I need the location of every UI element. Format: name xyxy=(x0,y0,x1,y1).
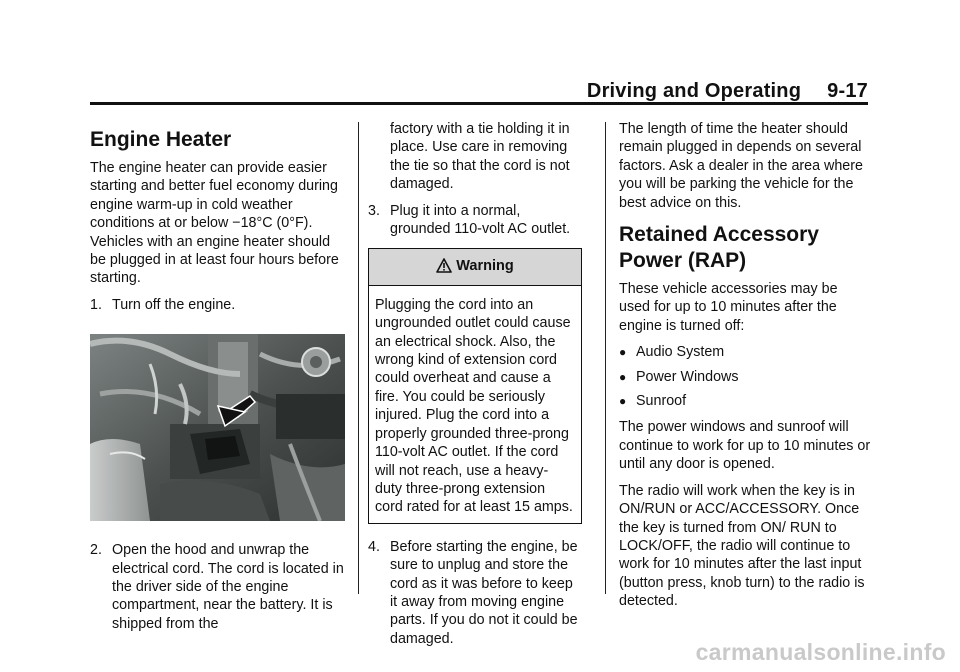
step-number: 1. xyxy=(90,296,102,313)
section-title: Driving and Operating xyxy=(586,80,802,102)
rap-heading: Retained Accessory Power (RAP) xyxy=(619,223,819,273)
step-text: Turn off the engine. xyxy=(112,296,236,313)
warning-triangle-icon xyxy=(436,258,452,278)
page-header xyxy=(587,80,868,103)
step-text: Plug it into a normal, grounded 110-volt AC outlet. xyxy=(390,202,571,238)
step-2 xyxy=(90,541,345,633)
bullet-dot-icon: ● xyxy=(619,394,627,409)
warning-box xyxy=(368,248,582,523)
rap-paragraph: The radio will work when the key is in ON/RUN or ACC/ACCESSORY. Once the key is turned from ON/ RUN to LOCK/OFF, the radio will continue to work for 10 minutes after the last input (button press, knob turn) to the radio is detected. xyxy=(619,482,865,610)
step-number: 2. xyxy=(90,542,102,559)
rap-paragraph: The power windows and sunroof will continue to work for up to 10 minutes or until any door is opened. xyxy=(619,419,871,473)
list-item-label: Sunroof xyxy=(636,393,687,410)
column-2 xyxy=(368,120,582,656)
rap-accessory-list xyxy=(619,343,871,410)
engine-compartment-illustration xyxy=(90,334,345,521)
step-3 xyxy=(368,202,582,239)
column-3 xyxy=(619,120,871,619)
header-rule xyxy=(90,102,868,105)
step-text: Open the hood and unwrap the electrical cord. The cord is located in the driver side of the engine compartment, near the battery. It is shipped from the xyxy=(112,542,344,632)
list-item-label: Power Windows xyxy=(636,368,739,385)
list-item xyxy=(619,368,871,386)
warning-title: Warning xyxy=(456,258,514,275)
column-divider xyxy=(605,122,606,594)
engine-heater-intro: The engine heater can provide easier starting and better fuel economy during engine warm-up in cold weather conditions at or below −18°C (0°F). Vehicles with an engine heater should be plugged in at least four hours before starting. xyxy=(90,160,339,287)
step-2-continued: factory with a tie holding it in place. Use care in removing the tie so that the cord is not damaged. xyxy=(390,121,570,193)
list-item xyxy=(619,392,871,410)
step-number: 3. xyxy=(368,202,380,219)
column-1 xyxy=(90,120,345,641)
step-1 xyxy=(90,296,345,314)
step-text: Before starting the engine, be sure to unplug and store the cord as it was before to keep it away from moving engine parts. If you do not it could be damaged. xyxy=(390,538,578,647)
column-divider xyxy=(358,122,359,594)
list-item xyxy=(619,343,871,361)
step-4 xyxy=(368,538,582,648)
page-number: 9-17 xyxy=(827,80,868,102)
engine-heater-heading: Engine Heater xyxy=(90,128,232,151)
watermark: carmanualsonline.info xyxy=(695,639,946,665)
step-number: 4. xyxy=(368,538,380,555)
warning-header xyxy=(369,249,581,285)
bullet-dot-icon: ● xyxy=(619,345,627,360)
list-item-label: Audio System xyxy=(636,344,725,361)
rap-intro: These vehicle accessories may be used for up to 10 minutes after the engine is turned off: xyxy=(619,281,838,334)
heater-duration-note: The length of time the heater should remain plugged in depends on several factors. Ask a dealer in the area where you will be parking the vehicle for the best advice on this. xyxy=(619,121,863,211)
bullet-dot-icon: ● xyxy=(619,369,627,384)
warning-text: Plugging the cord into an ungrounded outlet could cause an electrical shock. Also, the wrong kind of extension cord could overheat and cause a fire. You could be seriously injured. Plug the cord into a properly grounded three-prong 110-volt AC outlet. If the cord will not reach, use a heavy-duty three-prong extension cord rated for at least 15 amps. xyxy=(375,296,573,516)
